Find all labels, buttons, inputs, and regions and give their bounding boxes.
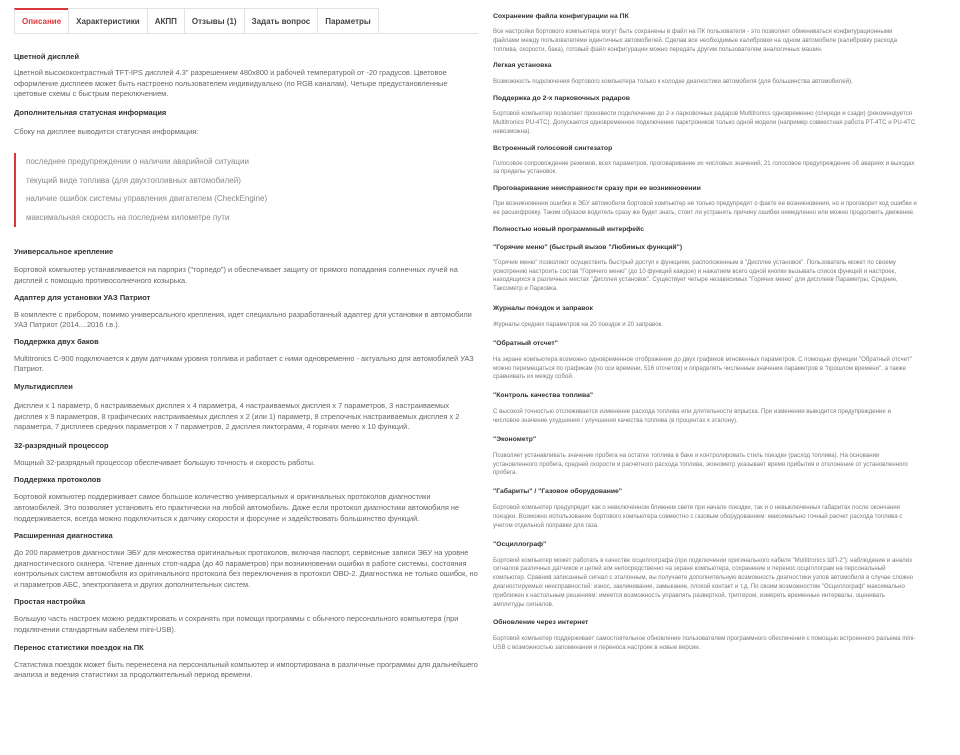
section-text: Мощный 32-разрядный процессор обеспечивает большую точность и скорость работы.: [14, 457, 316, 467]
section-text: Multitronics C-900 подключается к двум датчикам уровня топлива и работает с ними одновременно - актуально для автомобилей УАЗ Патриот.: [14, 353, 474, 374]
section-title: "Габариты" / "Газовое оборудование": [493, 488, 623, 496]
list-item: текущий виде топлива (для двухтопливных автомобилей): [26, 175, 241, 185]
section-text: С высокой точностью отслеживается изменение расхода топлива или длительности впрыска. При изменении выводится предупреждение и числовое значение ухудшения / улучшения качества топлива (в процентах к эталону).: [493, 408, 891, 424]
section-text: Бортовой компьютер поддерживает самое большое количество универсальных и оригинальных протоколов диагностики автомобилей. Это позволяет установить его практически на любой автомобиль. Даже если протокол диагностики автомобиля не поддерживается, всегда можно подключиться к датчику скорости и форсунке и задействовать большинство функций.: [14, 492, 460, 523]
section-title: Поддержка протоколов: [14, 475, 101, 485]
section-title: Сохранение файла конфигурации на ПК: [493, 13, 629, 20]
tab-reviews[interactable]: Отзывы (1): [184, 8, 245, 33]
section-text: Позволяет устанавливать значение пробега на остатке топлива в баке и контролировать стиль поездки (расход топлива). На основании установленного пробега, средней скорости и расчетного расхода топлива, эконометр указывает время прибытия и отклонение от установленного пробега.: [493, 451, 908, 477]
list-item: наличие ошибок системы управления двигателем (CheckEngine): [26, 194, 268, 204]
status-list: [14, 153, 478, 227]
section-text: Возможность подключения бортового компьютера только к колодке диагностики автомобиля (для большинства автомобилей).: [493, 78, 853, 86]
section-text: Бортовой компьютер предупредит как о невключенном ближнем свете при начале поездки, так и о невыключенных габаритах после окончания поездки. Возможно использование бортового компьютера совместно с газовым оборудованием: максимально точный расчет расхода топлива с учетом отдельной поправки для газа.: [493, 504, 903, 529]
section-text: На экране компьютера возможно одновременное отображение до двух графиков мгновенных параметров. С помощью функции "Обратный отсчет" можно перемещаться по графикам (по оси времени, 516 отсчетов) и определять численные значения параметров в "прошлом времени", а также сравнивать их между собой.: [493, 355, 912, 381]
section-title: Универсальное крепление: [14, 247, 114, 257]
section-title: Простая настройка: [14, 597, 86, 607]
product-tabs: [14, 8, 478, 34]
section-text: Сбоку на дисплее выводится статусная информация:: [14, 126, 199, 136]
section-text: Бортовой компьютер может работать в качестве осциллографа (при подключении оригинального кабеля "Multitronics ШП-2"): наблюдение и анализ сигналов различных датчиков и цепей а/м непосредственно на экране компьютера, сохранение и перенос осциллограм на персональный компьютер. Сравнив записанный сигнал с эталонным, вы получаете дополнительную возможность диагностики узлов автомобиля в случае сложно диагностируемых неисправностей: износ, заклинивание, замыкание, плохой контакт и т.д. По своим возможностям "Осциллограф" максимально приближен к настольным решениям: имеется возможность управлять разверткой, триггером, измерять временные интервалы, оценивать амплитуды сигналов.: [493, 556, 914, 608]
section-text: В комплекте с прибором, помимо универсального крепления, идет специально разработанный адаптер для установки в автомобили УАЗ Патриот (2014....2016 г.в.).: [14, 309, 472, 330]
section-title: Адаптер для установки УАЗ Патриот: [14, 292, 151, 302]
section-title: "Обратный отсчет": [493, 339, 558, 347]
section-title: Полностью новый программный интерфейс: [493, 225, 644, 233]
section-title: 32-разрядный процессор: [14, 440, 109, 450]
tab-parameters[interactable]: Параметры: [317, 8, 378, 33]
tab-ask-question[interactable]: Задать вопрос: [244, 8, 319, 33]
section-text: Журналы средних параметров на 20 поездок и 20 заправок.: [493, 320, 663, 328]
tab-akpp[interactable]: АКПП: [147, 8, 185, 33]
section-title: Поддержка до 2-х парковочных радаров: [493, 95, 630, 103]
section-title: Цветной дисплей: [14, 52, 80, 61]
section-text: Бортовой компьютер позволяет произвести подключение до 2-х парковочных радаров Multitronics одновременно (спереди и сзади) (рекомендуется Multitronics PU-4TC). Допускается одновременное подключение парктроников только одной модели (например совместная работа PT-4TC и PU-4TC невозможна).: [493, 110, 916, 135]
section-text: Дисплеи х 1 параметр, 6 настраиваемых дисплея х 4 параметра, 4 настраиваемых дисплея х 7 параметров, 3 настраиваемых дисплея х 9 параметров, 8 графических настраиваемых дисплея х 2 (или 1) параметр, 8 стрелочных настраиваемых дисплея х 2 параметра, 7 дисплеев средних параметров х 7 параметров, 2 дисплея пиктограмм, 4 горячих меню х 10 функций.: [14, 400, 460, 432]
section-title: "Осциллограф": [493, 540, 547, 548]
tab-specifications[interactable]: Характеристики: [68, 8, 148, 33]
tab-description[interactable]: Описание: [14, 8, 69, 33]
section-title: Встроенный голосовой синтезатор: [493, 144, 613, 152]
section-title: "Горячие меню" (быстрый вызов "Любимых функций"): [493, 243, 683, 251]
section-title: Обновление через интернет: [493, 619, 589, 627]
section-title: "Контроль качества топлива": [493, 392, 594, 400]
section-text: До 200 параметров диагностики ЭБУ для множества оригинальных протоколов, включая паспорт, сервисные записи ЭБУ на уровне диагностического сканера. Чтение данных стоп-кадра (до 40 параметров) при возникновении ошибки в работе системы, состояния контрольных систем автомобиля из оригинального протокола без переключения в протокол OBD-2. Диагностика не только ошибок, но и параметров АБС, электропакета и других дополнительных систем.: [14, 548, 478, 589]
section-title: Мультидисплеи: [14, 381, 73, 391]
section-title: Поддержка двух баков: [14, 336, 99, 346]
section-text: Все настройки бортового компьютера могут быть сохранены в файл на ПК пользователя - это позволяет обмениваться конфигурационными файлами между пользователями идентичных автомобилей. Сделав все необходимые калибровки на одном автомобиле (калибровку расхода топлива, скорости, бака), готовый файл конфигурации можно передать другим пользователям аналогичных машин.: [493, 28, 897, 53]
section-title: Легкая установка: [493, 62, 552, 70]
section-text: "Горячие меню" позволяют осуществить быстрый доступ к функциям, расположенным в "Дисплее установок". Пользователь может по своему усмотрению настроить состав "Горячего меню" (до 10 функций каждое) и нажатием всего одной кнопки вызывать список функций и настроек, находящихся в различных местах "Дисплея установок". Существует четыре независимых "Горячих меню" для дисплеев Параметры, Средние, Таксометр и Парковка.: [493, 258, 898, 293]
section-text: При возникновении ошибки в ЭБУ автомобиля бортовой компьютер не только предупредит о факте ее возникновения, но и проговорит код ошибки и ее расшифровку. Таким образом водитель сразу же будет знать, стоит ли устранять причину ошибки немедленно или можно продолжить движение.: [493, 200, 917, 216]
section-title: Перенос статистики поездок на ПК: [14, 642, 144, 652]
section-title: "Эконометр": [493, 435, 537, 443]
section-title: Расширенная диагностика: [14, 531, 113, 541]
section-title: Проговаривание неисправности сразу при ее возникновении: [493, 185, 701, 193]
list-item: максимальная скорость на последнем километре пути: [26, 212, 230, 222]
section-text: Цветной высококонтрастный TFT-IPS дисплей 4.3" разрешением 480х800 и рабочей температурой от -20 градусов. Цветовое оформление дисплеев может быть настроено пользователем индивидуально (по RGB каналам). Четыре предустановленные цветовые схемы с быстрым переключением.: [14, 68, 448, 99]
description-column: [14, 8, 478, 681]
features-column: [493, 12, 918, 653]
section-title: Дополнительная статусная информация: [14, 107, 167, 117]
list-item: последнее предупреждении о наличии аварийной ситуации: [26, 157, 249, 167]
section-text: Бортовой компьютер поддерживает самостоятельное обновление пользователем программного обеспечения с помощью встроенного разъема mini-USB с возможностью запоминания и переноса настроек в новые версии.: [493, 635, 916, 652]
section-text: Большую часть настроек можно редактировать и сохранять при помощи программы с обычного персонального компьютера (при подключении стандартным кабелем mini-USB).: [14, 614, 459, 635]
section-text: Голосовое сопровождение режимов, всех параметров, проговаривание их числовых значений, 21 голосовое предупреждение об авариях и выходах за пределы установок.: [493, 159, 915, 176]
section-text: Статистика поездок может быть перенесена на персональный компьютер и импортирована в различные программы для дальнейшего анализа и ведения статистики за продолжительный период времени.: [14, 659, 478, 680]
section-title: Журналы поездок и заправок: [493, 304, 593, 312]
section-text: Бортовой компьютер устанавливается на парприз ("торпедо") и обеспечивает защиту от прямого попадания солнечных лучей на дисплей с помощью противосолнечного козырька.: [14, 265, 458, 285]
